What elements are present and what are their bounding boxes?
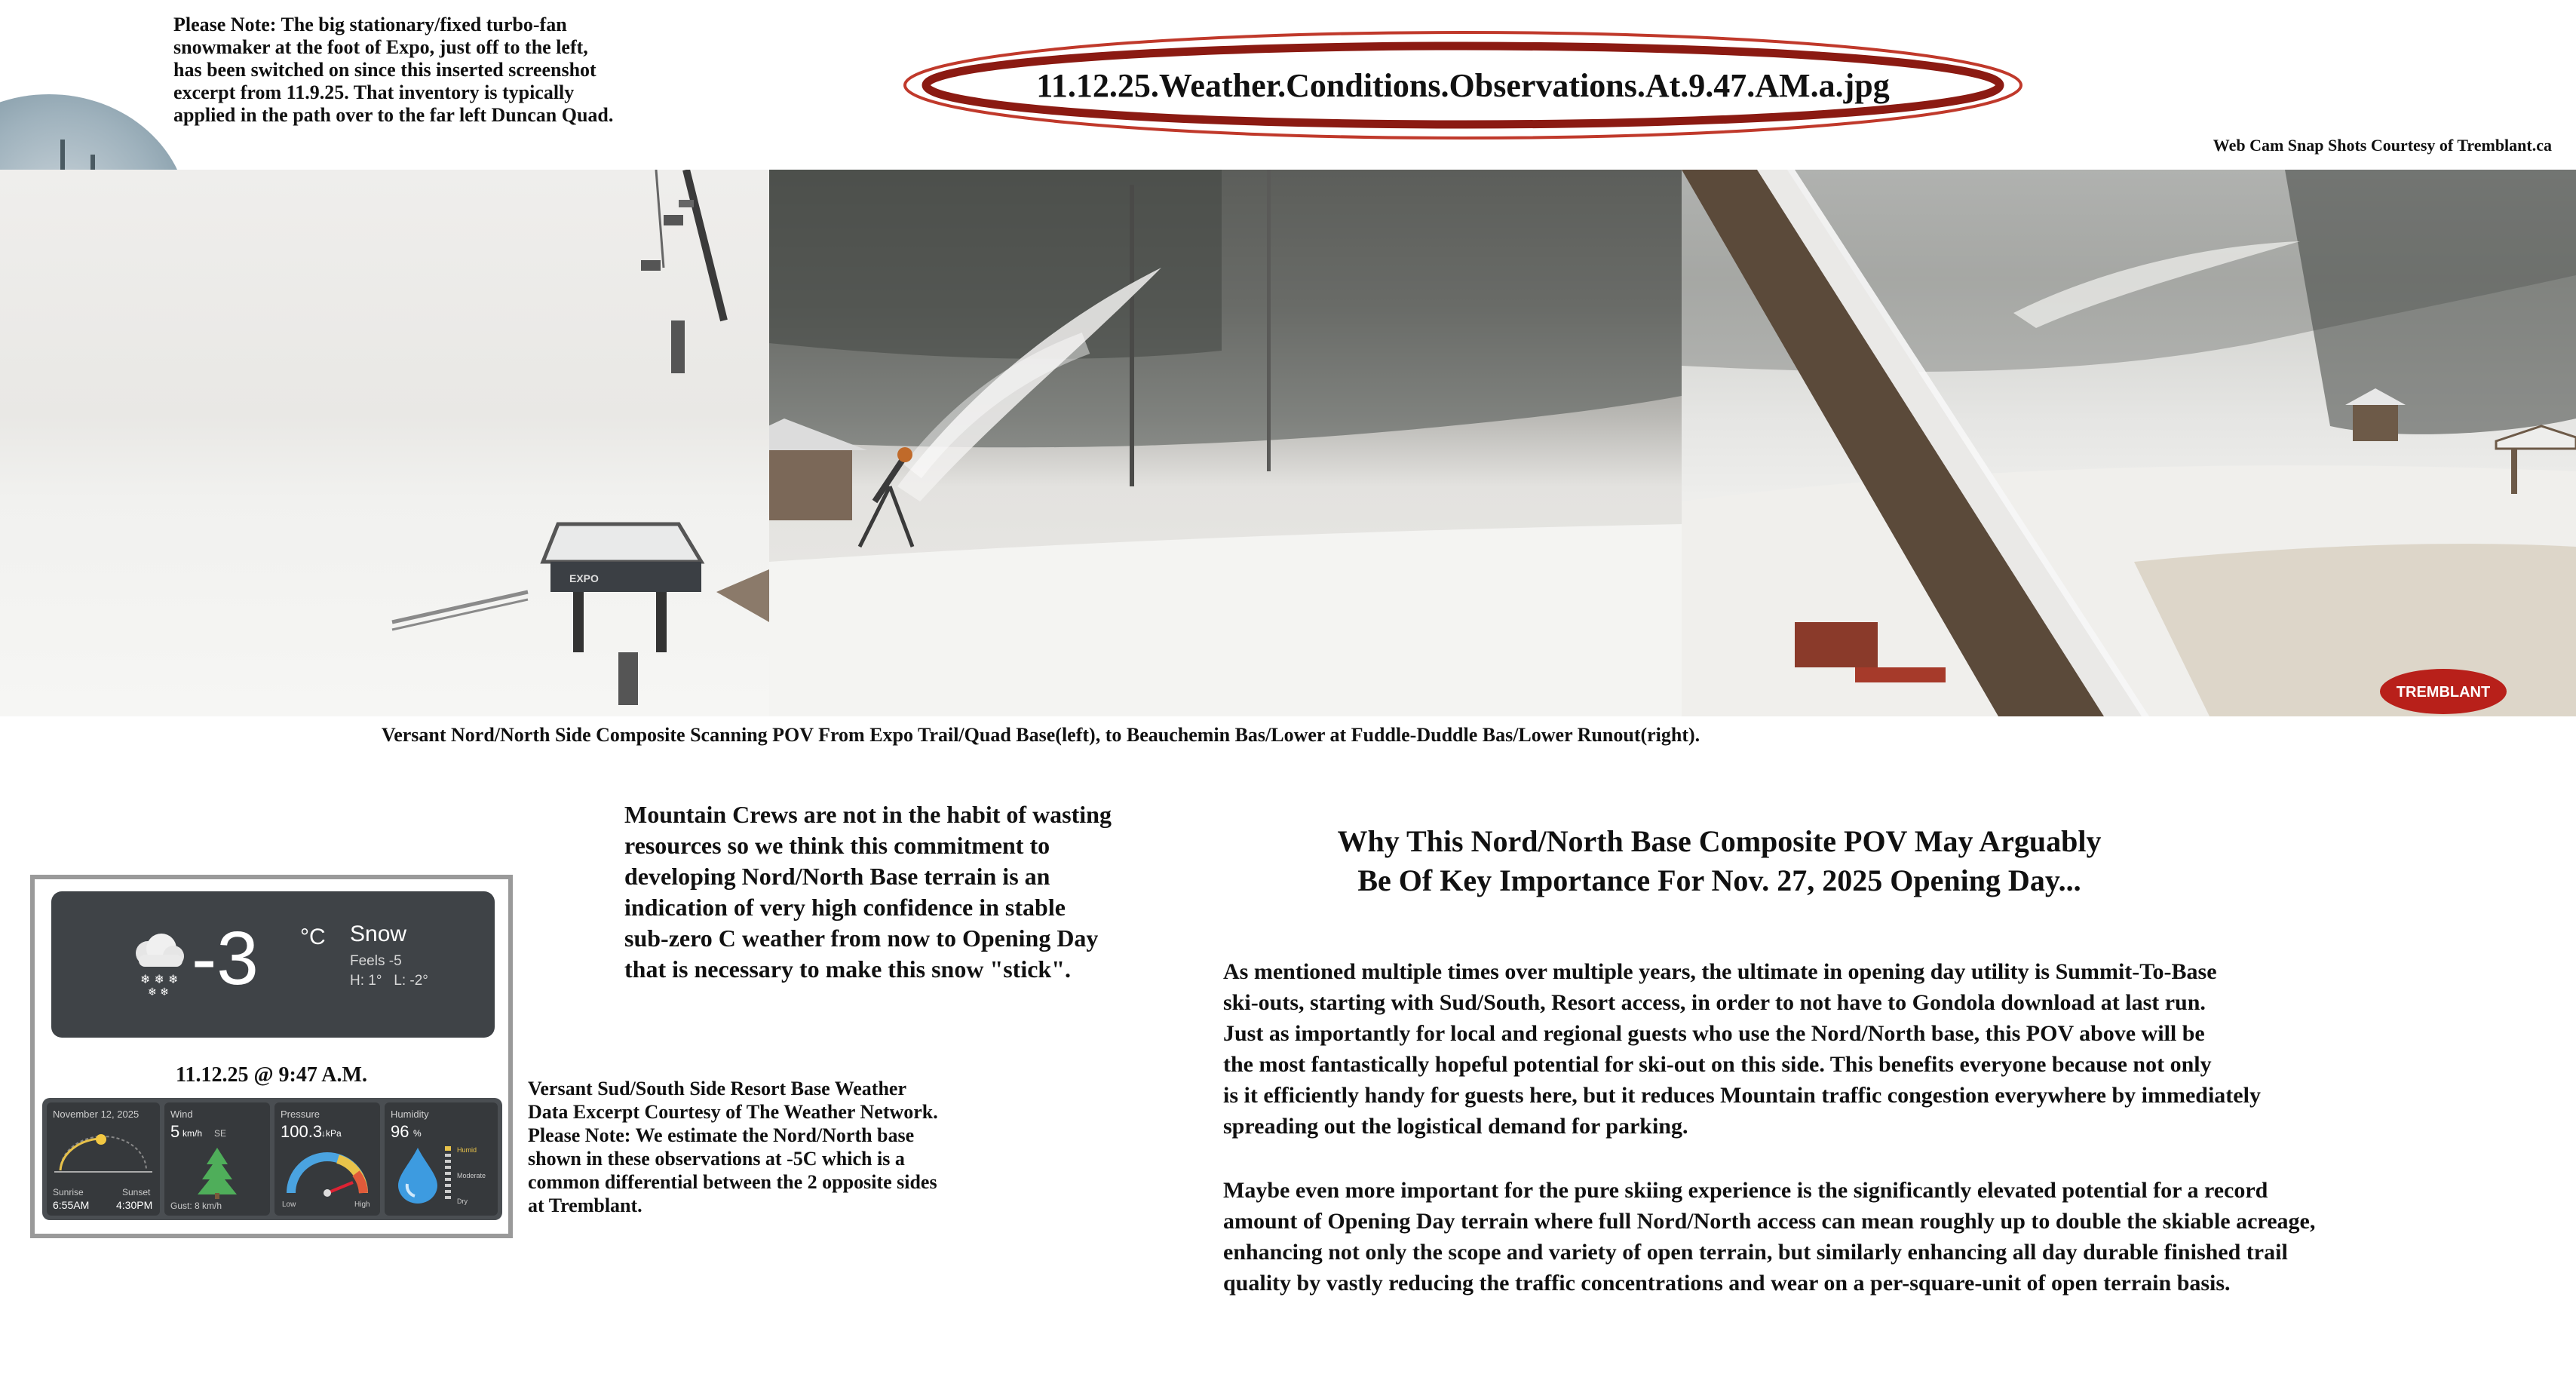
weather-widget xyxy=(30,875,513,1238)
confidence-note xyxy=(624,799,1198,985)
pressure-tile xyxy=(274,1102,380,1216)
current-conditions-panel xyxy=(51,891,495,1038)
weather-caption-line: shown in these observations at -5C which is a xyxy=(528,1148,905,1170)
expo-scene xyxy=(0,170,769,716)
why-heading-line: Why This Nord/North Base Composite POV May Arguably xyxy=(1337,824,2102,858)
humidity-tile xyxy=(385,1102,498,1216)
pressure-low: Low xyxy=(282,1201,296,1209)
paragraph-line: ski-outs, starting with Sud/South, Resort access, in order to not have to Gondola download at last run. xyxy=(1223,990,2206,1015)
svg-text:❄ ❄ ❄: ❄ ❄ ❄ xyxy=(140,972,179,986)
webcam-composite-photo xyxy=(0,170,2576,716)
humidity-value: 96 xyxy=(391,1122,409,1141)
pressure-high: High xyxy=(354,1201,370,1209)
why-heading-line: Be Of Key Importance For Nov. 27, 2025 Opening Day... xyxy=(1357,863,2081,897)
humidity-unit: % xyxy=(413,1128,422,1139)
wind-direction: SE xyxy=(214,1128,227,1139)
paragraph-line: As mentioned multiple times over multiple years, the ultimate in opening day utility is Summit-To-Base xyxy=(1223,959,2217,984)
humidity-label: Humidity xyxy=(391,1109,429,1120)
humidity-dry: Dry xyxy=(457,1197,468,1205)
sunrise-label: Sunrise xyxy=(53,1187,84,1197)
sunset-time: 4:30PM xyxy=(116,1199,153,1211)
paragraph-line: enhancing not only the scope and variety of open terrain, but similarly enhancing all day durable finished trail xyxy=(1223,1240,2288,1265)
paragraph-line: amount of Opening Day terrain where full Nord/North access can mean roughly up to double the skiable acreage, xyxy=(1223,1209,2316,1234)
snowgun-scene xyxy=(769,170,1682,716)
date-sun-tile xyxy=(47,1102,160,1216)
paragraph-line: quality by vastly reducing the traffic concentrations and wear on a per-square-unit of open terrain basis. xyxy=(1223,1271,2231,1296)
confidence-line: resources so we think this commitment to xyxy=(624,832,1050,859)
paragraph-line: is it efficiently handy for guests here, but it reduces Mountain traffic congestion everywhere by immediately xyxy=(1223,1083,2261,1108)
weather-caption xyxy=(528,1077,1026,1217)
pressure-unit: ↓kPa xyxy=(321,1128,342,1139)
paragraph-line: the most fantastically hopeful potential for ski-out on this side. This benefits everyone because not only xyxy=(1223,1052,2212,1077)
wind-speed: 5 xyxy=(170,1122,180,1141)
why-paragraph-1 xyxy=(1223,956,2550,1142)
top-note-line: snowmaker at the foot of Expo, just off to the left, xyxy=(173,36,588,58)
tree-icon xyxy=(195,1146,240,1199)
top-note xyxy=(173,14,716,127)
sunset-label: Sunset xyxy=(122,1187,151,1197)
title-oval xyxy=(901,29,2025,142)
photo-panel-expo xyxy=(0,170,769,716)
weather-details-bar xyxy=(42,1098,502,1220)
weather-caption-line: Data Excerpt Courtesy of The Weather Network. xyxy=(528,1101,938,1123)
top-note-line: Please Note: The big stationary/fixed turbo-fan xyxy=(173,14,567,35)
svg-text:❄ ❄: ❄ ❄ xyxy=(148,986,169,995)
humidity-moderate: Moderate xyxy=(457,1172,486,1179)
water-drop-icon xyxy=(395,1146,440,1204)
weather-caption-line: Please Note: We estimate the Nord/North base xyxy=(528,1124,915,1146)
page-title: 11.12.25.Weather.Conditions.Observations.At.9.47.AM.a.jpg xyxy=(1036,66,1890,104)
confidence-line: sub-zero C weather from now to Opening Day xyxy=(624,925,1099,952)
paragraph-line: Maybe even more important for the pure skiing experience is the significantly elevated potential for a record xyxy=(1223,1178,2268,1203)
pressure-value: 100.3 xyxy=(281,1122,323,1141)
pressure-label: Pressure xyxy=(281,1109,320,1120)
weather-caption-line: at Tremblant. xyxy=(528,1194,642,1216)
webcam-credit: Web Cam Snap Shots Courtesy of Tremblant.ca xyxy=(2213,136,2552,155)
paragraph-line: spreading out the logistical demand for parking. xyxy=(1223,1114,1688,1139)
beauchemin-scene xyxy=(1682,170,2576,716)
hi-lo-text: H: 1° L: -2° xyxy=(350,973,428,989)
wind-label: Wind xyxy=(170,1109,193,1120)
gust-text: Gust: 8 km/h xyxy=(170,1201,222,1211)
top-note-line: has been switched on since this inserted screenshot xyxy=(173,59,596,81)
expo-sign: EXPO xyxy=(569,572,599,584)
confidence-line: indication of very high confidence in stable xyxy=(624,894,1066,921)
weather-caption-line: common differential between the 2 opposite sides xyxy=(528,1171,937,1193)
wind-tile xyxy=(164,1102,270,1216)
date-label: November 12, 2025 xyxy=(53,1109,140,1120)
temperature-value: -3 xyxy=(192,916,259,1001)
feels-like-text: Feels -5 xyxy=(350,953,402,969)
confidence-line: developing Nord/North Base terrain is an xyxy=(624,863,1050,890)
photo-panel-beauchemin xyxy=(1682,170,2576,716)
sun-arc-icon xyxy=(54,1133,152,1178)
why-heading xyxy=(1199,822,2240,900)
pressure-gauge-icon xyxy=(284,1146,371,1199)
tremblant-logo: TREMBLANT xyxy=(2396,684,2491,701)
confidence-line: Mountain Crews are not in the habit of wasting xyxy=(624,801,1112,828)
sunrise-time: 6:55AM xyxy=(53,1199,90,1211)
top-note-line: applied in the path over to the far left Duncan Quad. xyxy=(173,104,614,126)
condition-text: Snow xyxy=(350,921,407,946)
observation-timestamp: 11.12.25 @ 9:47 A.M. xyxy=(176,1063,367,1087)
photo-panel-snowgun xyxy=(769,170,1682,716)
temperature-unit: °C xyxy=(300,925,326,949)
confidence-line: that is necessary to make this snow "stick". xyxy=(624,955,1071,983)
humidity-humid: Humid xyxy=(457,1146,477,1154)
humidity-scale-icon xyxy=(445,1146,452,1207)
snow-cloud-icon xyxy=(127,928,187,995)
why-paragraph-2 xyxy=(1223,1175,2550,1299)
weather-caption-line: Versant Sud/South Side Resort Base Weather xyxy=(528,1078,906,1099)
top-note-line: excerpt from 11.9.25. That inventory is typically xyxy=(173,81,575,103)
wind-unit: km/h xyxy=(182,1128,203,1139)
photo-caption: Versant Nord/North Side Composite Scanning POV From Expo Trail/Quad Base(left), to Beauchemin Bas/Lower at Fuddle-Duddle Bas/Lower Runout(right). xyxy=(381,724,1700,746)
paragraph-line: Just as importantly for local and regional guests who use the Nord/North base, this POV above will be xyxy=(1223,1021,2205,1046)
